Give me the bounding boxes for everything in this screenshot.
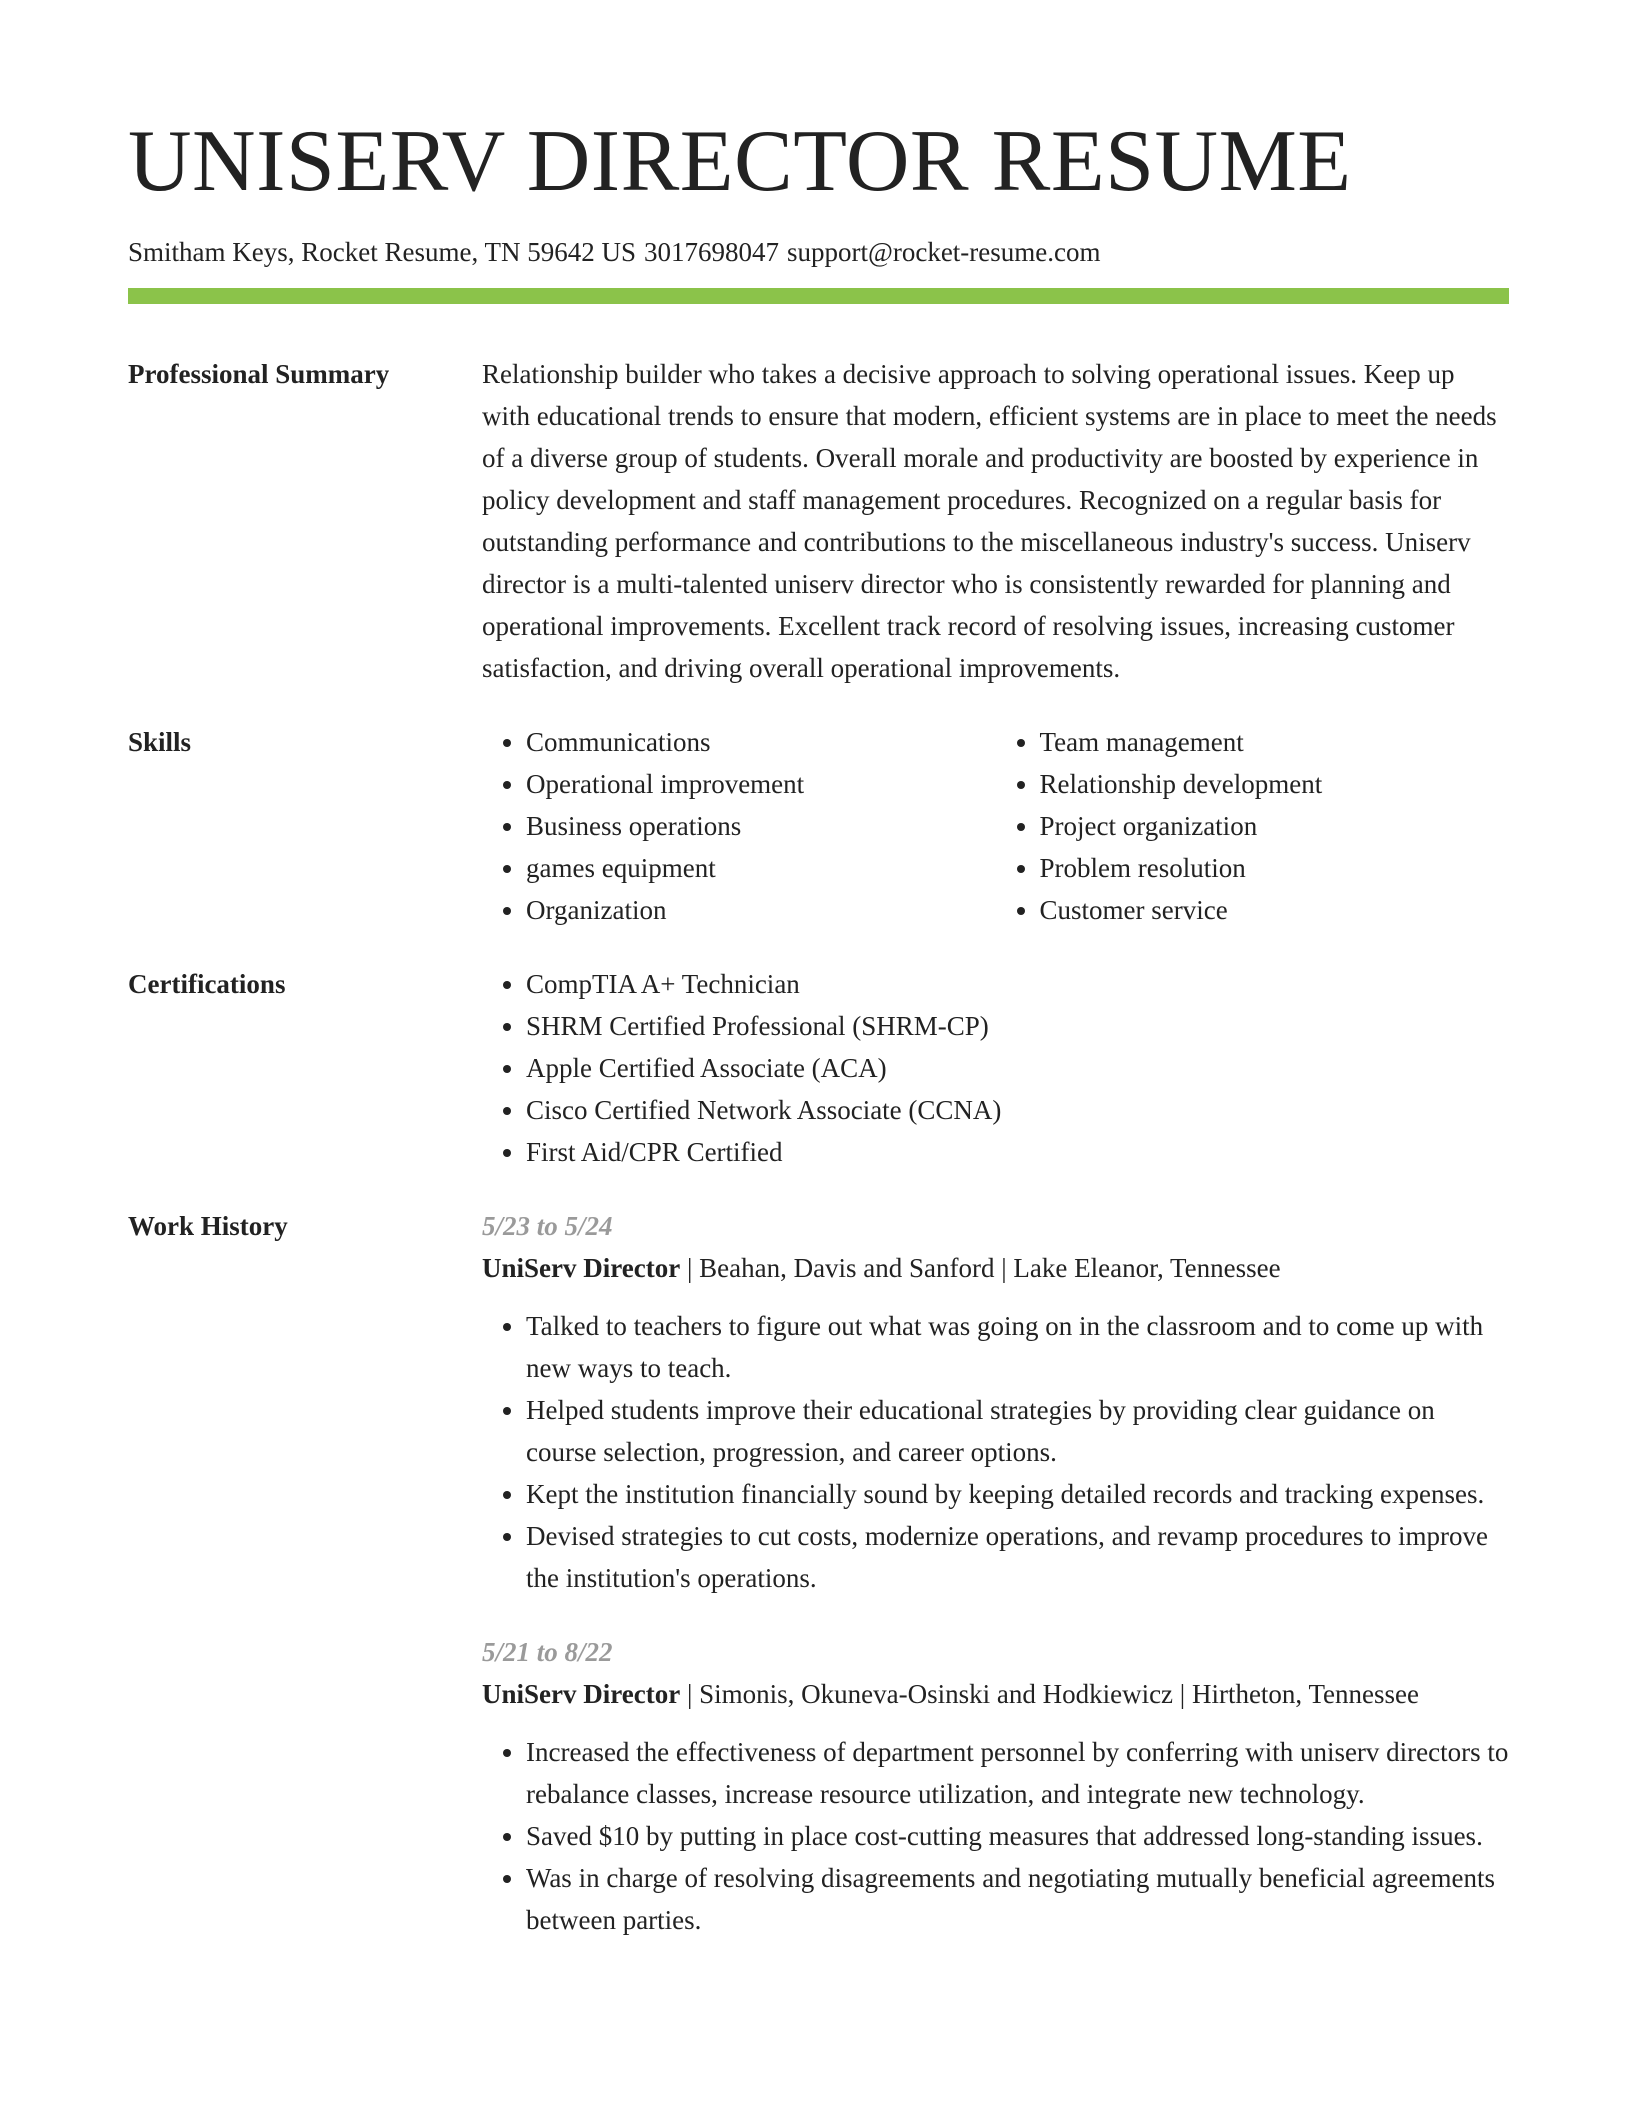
certifications-section [128, 963, 1509, 1173]
work-history-heading: Work History [128, 1211, 288, 1242]
job-bullet: • Devised strategies to cut costs, modernize operations, and revamp procedures to improve the institution's operations. [526, 1515, 1509, 1599]
phone: 3017698047 [643, 237, 779, 267]
skill-item: • Business operations [526, 805, 996, 847]
email: support@rocket-resume.com [786, 237, 1101, 267]
summary-heading: Professional Summary [128, 359, 390, 390]
skills-list-right [996, 721, 1510, 931]
skills-heading: Skills [128, 727, 192, 758]
job-entry [482, 1205, 1509, 1599]
address: Smitham Keys, Rocket Resume, TN 59642 US [128, 237, 636, 267]
job-bullet: • Helped students improve their educational strategies by providing clear guidance on course selection, progression, and career options. [526, 1389, 1509, 1473]
job-bullet: • Kept the institution financially sound by keeping detailed records and tracking expenses. [526, 1473, 1509, 1515]
contact-line [128, 236, 1509, 268]
skills-grid [482, 721, 1509, 931]
job-details: | Simonis, Okuneva-Osinski and Hodkiewicz | Hirtheton, Tennessee [680, 1679, 1419, 1710]
skill-item: • Problem resolution [1040, 847, 1510, 889]
job-bullets [482, 1305, 1509, 1599]
job-bullet: • Increased the effectiveness of department personnel by conferring with uniserv directors to rebalance classes, increase resource utilization, and integrate new technology. [526, 1731, 1509, 1815]
certification-item: • SHRM Certified Professional (SHRM-CP) [526, 1005, 1509, 1047]
skills-list-left [482, 721, 996, 931]
job-entry [482, 1631, 1509, 1941]
job-bullet: • Talked to teachers to figure out what was going on in the classroom and to come up with new ways to teach. [526, 1305, 1509, 1389]
skill-item: • Communications [526, 721, 996, 763]
certification-item: • Apple Certified Associate (ACA) [526, 1047, 1509, 1089]
skills-section [128, 721, 1509, 931]
certification-item: • First Aid/CPR Certified [526, 1131, 1509, 1173]
certifications-heading: Certifications [128, 969, 286, 1000]
job-title: UniServ Director [482, 1253, 681, 1284]
job-bullets [482, 1731, 1509, 1941]
job-title-line [482, 1673, 1509, 1715]
certifications-list [482, 963, 1509, 1173]
job-bullet: • Was in charge of resolving disagreements and negotiating mutually beneficial agreements between parties. [526, 1857, 1509, 1941]
resume-title: UNISERV DIRECTOR RESUME [128, 113, 1352, 210]
job-details: | Beahan, Davis and Sanford | Lake Eleanor, Tennessee [680, 1253, 1281, 1284]
skill-item: • Team management [1040, 721, 1510, 763]
summary-text: Relationship builder who takes a decisive approach to solving operational issues. Keep up with educational trends to ensure that modern, efficient systems are in place to meet the needs of a diverse group of students. Overall morale and productivity are boosted by experience in policy development and staff management procedures. Recognized on a regular basis for outstanding performance and contributions to the miscellaneous industry's success. Uniserv director is a multi-talented uniserv director who is consistently rewarded for planning and operational improvements. Excellent track record of resolving issues, increasing customer satisfaction, and driving overall operational improvements. [482, 359, 1497, 684]
skill-item: • Organization [526, 889, 996, 931]
summary-section [128, 353, 1509, 689]
certification-item: • Cisco Certified Network Associate (CCNA) [526, 1089, 1509, 1131]
job-bullet: • Saved $10 by putting in place cost-cutting measures that addressed long-standing issues. [526, 1815, 1509, 1857]
accent-divider [128, 288, 1509, 304]
skill-item: • Relationship development [1040, 763, 1510, 805]
job-title-line [482, 1247, 1509, 1289]
job-dates: 5/23 to 5/24 [482, 1211, 613, 1242]
work-history-section [128, 1205, 1509, 1941]
skill-item: • Project organization [1040, 805, 1510, 847]
job-title: UniServ Director [482, 1679, 681, 1710]
skill-item: • Operational improvement [526, 763, 996, 805]
work-history-body [482, 1205, 1509, 1941]
certification-item: • CompTIA A+ Technician [526, 963, 1509, 1005]
job-dates: 5/21 to 8/22 [482, 1637, 613, 1668]
resume-page [128, 113, 1509, 1941]
skill-item: • games equipment [526, 847, 996, 889]
skill-item: • Customer service [1040, 889, 1510, 931]
certifications-body [482, 963, 1509, 1173]
